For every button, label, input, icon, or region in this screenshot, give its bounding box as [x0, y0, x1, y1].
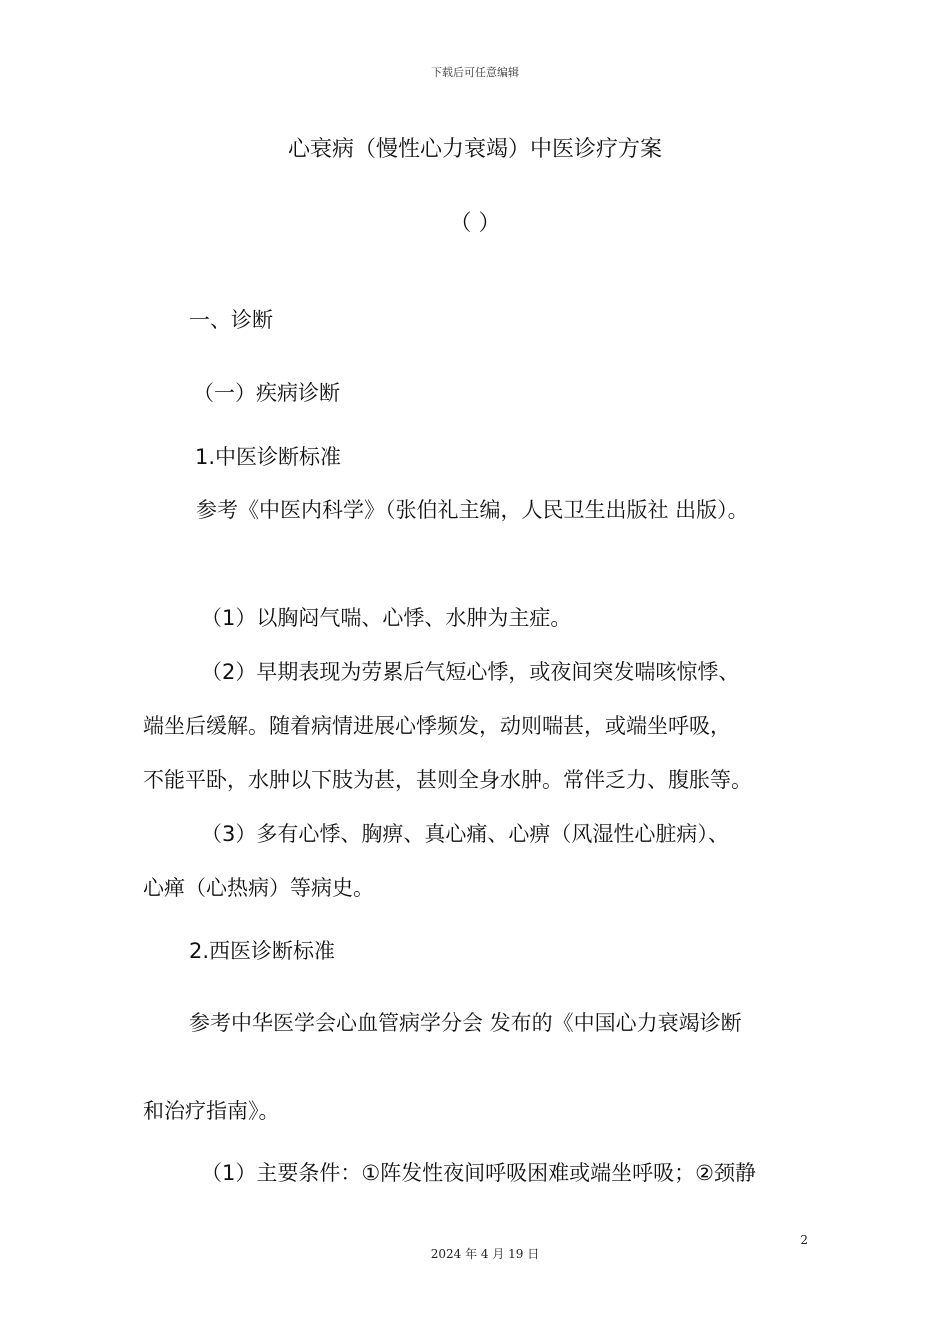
paragraph-tcm-item-3-line-2: 心瘅（心热病）等病史。	[143, 876, 374, 900]
paragraph-tcm-reference: 参考《中医内科学》（张伯礼主编，人民卫生出版社 出版）。	[196, 498, 749, 522]
header-note: 下载后可任意编辑	[431, 66, 519, 79]
paragraph-tcm-item-2-line-3: 不能平卧，水肿以下肢为甚，甚则全身水肿。常伴乏力、腹胀等。	[143, 768, 752, 792]
paragraph-tcm-item-1: （1）以胸闷气喘、心悸、水肿为主症。	[201, 606, 572, 630]
section-heading-diagnosis: 一、诊断	[189, 308, 273, 332]
paragraph-wm-reference-line-1: 参考中华医学会心血管病学分会 发布的《中国心力衰竭诊断	[189, 1011, 742, 1035]
subsection-heading-disease-diagnosis: （一）疾病诊断	[193, 381, 340, 405]
footer-date: 2024 年 4 月 19 日	[430, 1247, 540, 1261]
paragraph-tcm-item-3-line-1: （3）多有心悸、胸痹、真心痛、心痹（风湿性心脏病）、	[201, 822, 729, 846]
page-number: 2	[800, 1233, 808, 1247]
document-title: 心衰病（慢性心力衰竭）中医诊疗方案	[287, 137, 662, 162]
paragraph-tcm-item-2-line-2: 端坐后缓解。随着病情进展心悸频发，动则喘甚，或端坐呼吸，	[143, 714, 731, 738]
paragraph-wm-reference-line-2: 和治疗指南》。	[143, 1099, 280, 1123]
subheading-tcm-criteria: 1.中医诊断标准	[195, 445, 342, 469]
document-subtitle: （ ）	[449, 211, 501, 236]
paragraph-tcm-item-2-line-1: （2）早期表现为劳累后气短心悸，或夜间突发喘咳惊悸、	[201, 660, 740, 684]
paragraph-wm-item-1-line-1: （1）主要条件：①阵发性夜间呼吸困难或端坐呼吸；②颈静	[201, 1161, 757, 1185]
subheading-wm-criteria: 2.西医诊断标准	[189, 939, 336, 963]
